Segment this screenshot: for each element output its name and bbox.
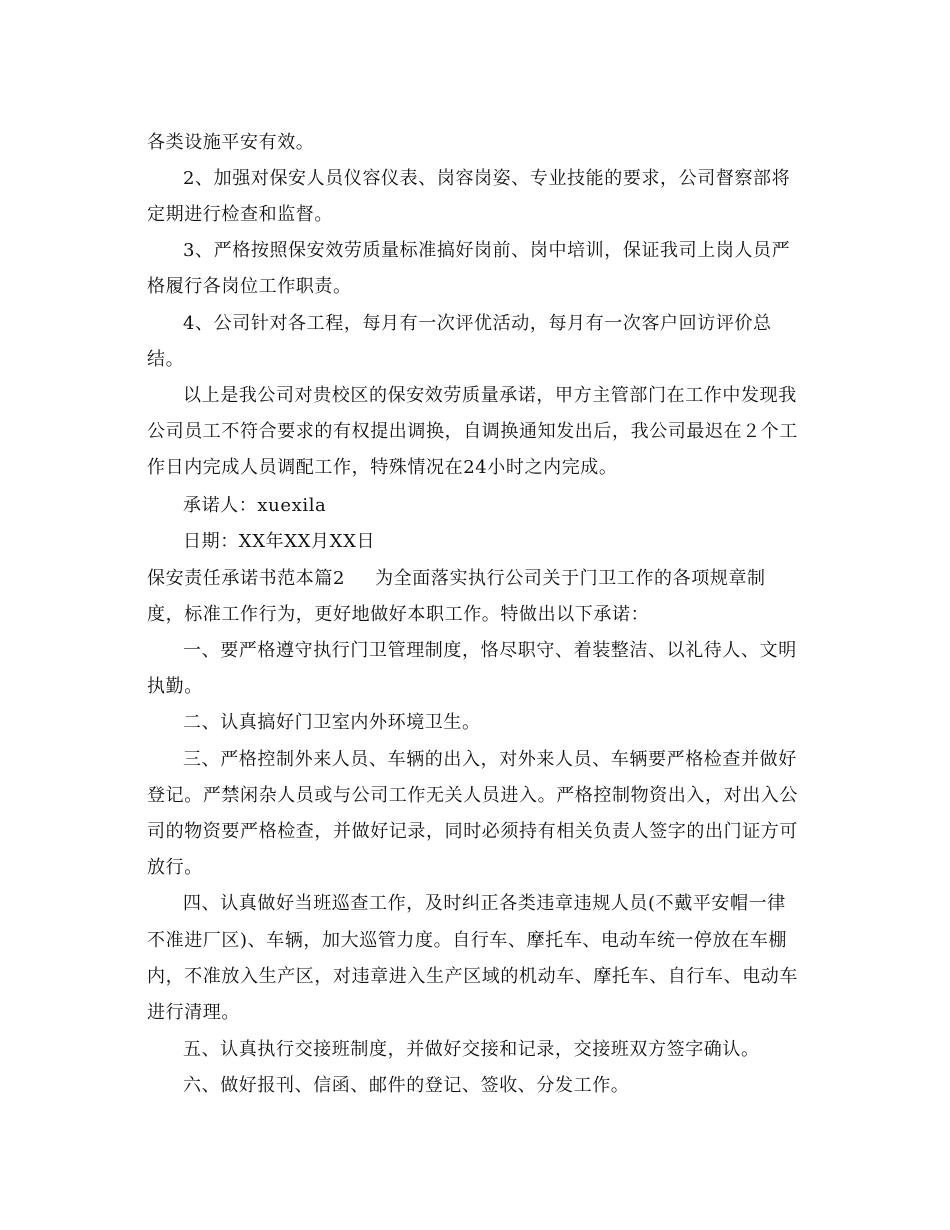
- text-line: 结。: [147, 349, 185, 370]
- text-line: 公司员工不符合要求的有权提出调换，自调换通知发出后，我公司最迟在２个工: [147, 421, 798, 442]
- text-line: 3、严格按照保安效劳质量标准搞好岗前、岗中培训，保证我司上岗人员严: [183, 240, 791, 261]
- text-line: 一、要严格遵守执行门卫管理制度，恪尽职守、着装整洁、以礼待人、文明: [183, 640, 797, 661]
- text-line: 进行清理。: [147, 1002, 240, 1023]
- section-title: 保安责任承诺书范本篇2: [147, 568, 346, 589]
- text-line: 登记。严禁闲杂人员或与公司工作无关人员进入。严格控制物资出入，对出入公: [147, 785, 798, 806]
- text-line: 内，不准放入生产区，对违章进入生产区域的机动车、摩托车、自行车、电动车: [147, 966, 798, 987]
- text-line: 不准进厂区)、车辆，加大巡管力度。自行车、摩托车、电动车统一停放在车棚: [147, 930, 788, 951]
- date-line: 日期：XX年XX月XX日: [183, 531, 376, 552]
- section-intro: 为全面落实执行公司关于门卫工作的各项规章制: [375, 568, 766, 589]
- text-line: 放行。: [147, 857, 203, 878]
- section-heading-row: [147, 567, 766, 591]
- text-line: 五、认真执行交接班制度，并做好交接和记录，交接班双方签字确认。: [183, 1039, 760, 1060]
- text-line: 格履行各岗位工作职责。: [147, 276, 352, 297]
- text-line: 各类设施平安有效。: [147, 132, 315, 153]
- text-line: 度，标准工作行为，更好地做好本职工作。特做出以下承诺：: [147, 604, 650, 625]
- signatory-line: 承诺人：xuexila: [183, 495, 327, 516]
- text-line: 二、认真搞好门卫室内外环境卫生。: [183, 712, 481, 733]
- text-line: 定期进行检查和监督。: [147, 204, 333, 225]
- text-line: 以上是我公司对贵校区的保安效劳质量承诺，甲方主管部门在工作中发现我: [183, 385, 797, 406]
- text-line: 4、公司针对各工程，每月有一次评优活动，每月有一次客户回访评价总: [183, 313, 772, 334]
- text-line: 三、严格控制外来人员、车辆的出入，对外来人员、车辆要严格检查并做好: [183, 749, 797, 770]
- text-line: 执勤。: [147, 676, 203, 697]
- text-line: 司的物资要严格检查，并做好记录，同时必须持有相关负责人签字的出门证方可: [147, 821, 798, 842]
- text-line: 四、认真做好当班巡查工作，及时纠正各类违章违规人员(不戴平安帽一律: [183, 893, 786, 914]
- text-line: 2、加强对保安人员仪容仪表、岗容岗姿、专业技能的要求，公司督察部将: [183, 168, 791, 189]
- text-line: 六、做好报刊、信函、邮件的登记、签收、分发工作。: [183, 1075, 630, 1096]
- text-line: 作日内完成人员调配工作，特殊情况在24小时之内完成。: [147, 457, 618, 478]
